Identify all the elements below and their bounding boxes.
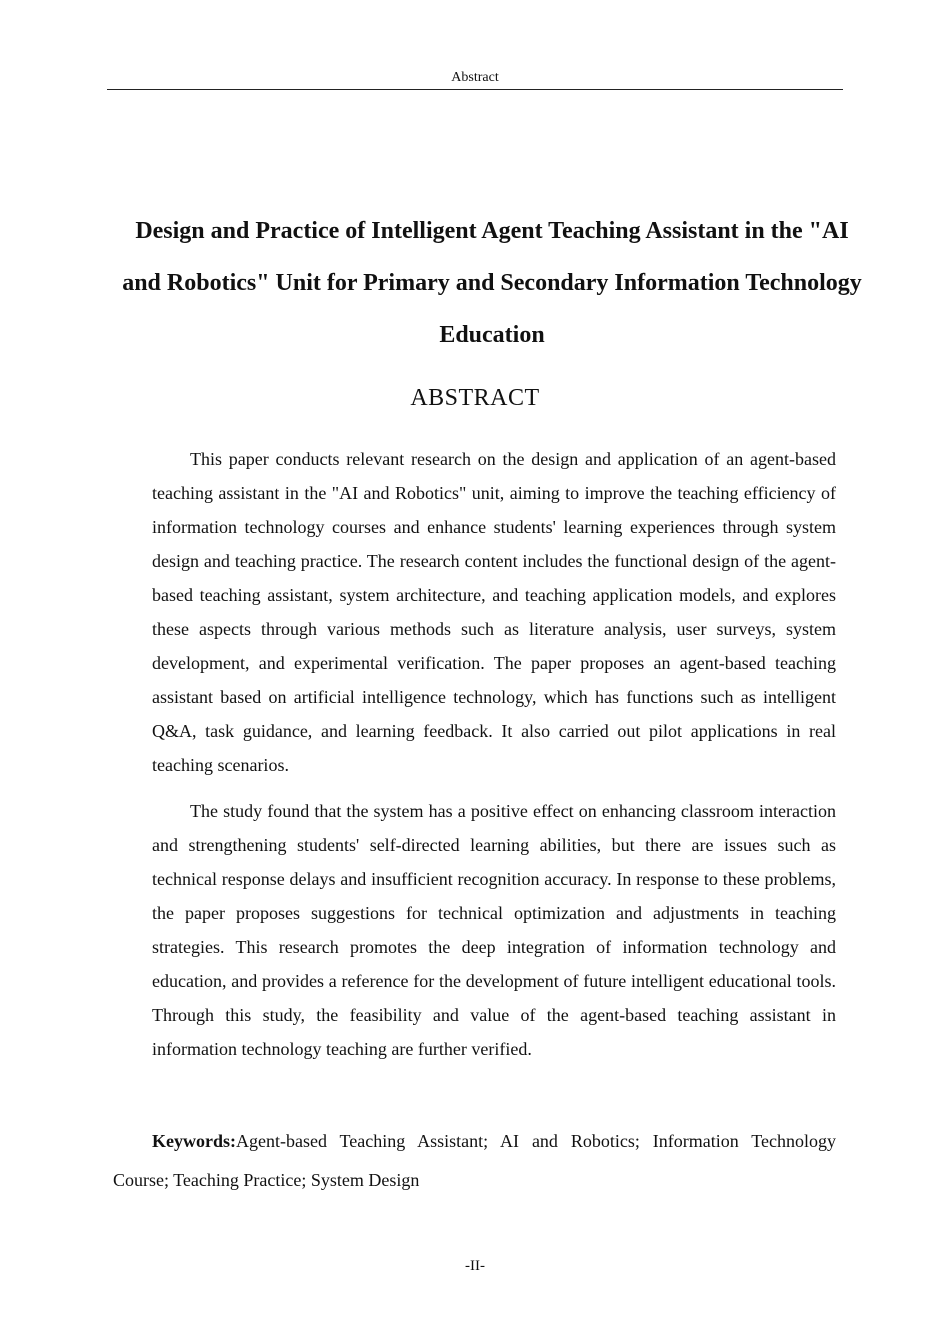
abstract-paragraph-2: The study found that the system has a positive effect on enhancing classroom interaction and strengthening students' self-directed learning abilities, but there are issues such as technical response delays and insufficient recognition accuracy. In response to these problems, the paper proposes suggestions for technical optimization and adjustments in teaching strategies. This research promotes the deep integration of information technology and education, and provides a reference for the development of future intelligent educational tools. Through this study, the feasibility and value of the agent-based teaching assistant in information technology teaching are further verified. bbox=[152, 801, 836, 1059]
page-number: -II- bbox=[465, 1258, 485, 1274]
keywords-label: Keywords: bbox=[152, 1131, 236, 1151]
abstract-heading: ABSTRACT bbox=[410, 385, 540, 411]
running-header bbox=[107, 69, 843, 90]
paper-title: Design and Practice of Intelligent Agent Teaching Assistant in the "AI and Robotics" Unit for Primary and Secondary Information Technology Education bbox=[122, 218, 862, 348]
running-header-title: Abstract bbox=[451, 70, 499, 85]
keywords-text: Agent-based Teaching Assistant; AI and Robotics; Information Technology Course; Teaching Practice; System Design bbox=[113, 1131, 836, 1190]
abstract-paragraph-1: This paper conducts relevant research on the design and application of an agent-based teaching assistant in the "AI and Robotics" unit, aiming to improve the teaching efficiency of information technology courses and enhance students' learning experiences through system design and teaching practice. The research content includes the functional design of the agent-based teaching assistant, system architecture, and teaching application models, and explores these aspects through various methods such as literature analysis, user surveys, system development, and experimental verification. The paper proposes an agent-based teaching assistant based on artificial intelligence technology, which has functions such as intelligent Q&A, task guidance, and learning feedback. It also carried out pilot applications in real teaching scenarios. bbox=[152, 449, 836, 775]
keywords-block bbox=[113, 1122, 836, 1200]
